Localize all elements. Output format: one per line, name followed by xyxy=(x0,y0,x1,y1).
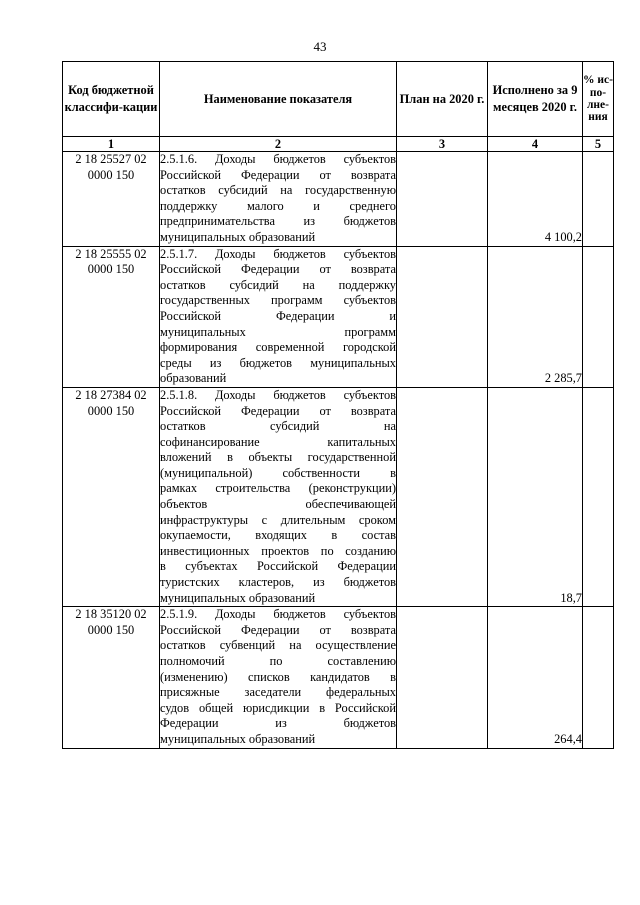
indicator-name-line: формирования современной городской xyxy=(160,340,396,355)
indicator-name-line: окупаемости, входящих в состав xyxy=(160,528,396,543)
percent-cell xyxy=(583,246,614,387)
indicator-name-line: муниципальных программ xyxy=(160,324,396,339)
indicator-name-line: 2.5.1.6. Доходы бюджетов субъектов xyxy=(160,152,396,166)
indicator-name-line: поддержку малого и среднего xyxy=(160,198,396,213)
indicator-name-line: 2.5.1.9. Доходы бюджетов субъектов xyxy=(160,607,396,622)
indicator-name-line: Российской Федерации от возврата xyxy=(160,262,396,277)
indicator-name-line: судов общей юрисдикции в Российской xyxy=(160,700,396,715)
indicator-name-line: инфраструктуры с длительным сроком xyxy=(160,512,396,527)
indicator-name-line: 2.5.1.7. Доходы бюджетов субъектов xyxy=(160,246,396,261)
executed-amount-cell: 2 285,7 xyxy=(488,246,583,387)
indicator-name-cell xyxy=(160,152,397,247)
indicator-name-line: государственных программ субъектов xyxy=(160,293,396,308)
percent-cell xyxy=(583,607,614,748)
budget-code-cell: 2 18 35120 02 0000 150 xyxy=(63,607,160,748)
column-number: 1 xyxy=(63,137,160,152)
indicator-name-line: (муниципальной) собственности в xyxy=(160,465,396,480)
indicator-name-line: софинансирование капитальных xyxy=(160,434,396,449)
table-row xyxy=(63,387,614,606)
indicator-name-line: предпринимательства из бюджетов xyxy=(160,214,396,229)
percent-cell xyxy=(583,387,614,606)
indicator-name-line: среды из бюджетов муниципальных xyxy=(160,355,396,370)
plan-cell xyxy=(397,607,488,748)
indicator-name-cell xyxy=(160,387,397,606)
indicator-name-line: полномочий по составлению xyxy=(160,654,396,668)
indicator-name-line: муниципальных образований xyxy=(160,590,316,605)
indicator-name-cell xyxy=(160,246,397,387)
indicator-name-cell xyxy=(160,607,397,748)
indicator-name-line: образований xyxy=(160,371,227,386)
column-number-row xyxy=(63,137,614,152)
column-number: 2 xyxy=(160,137,397,152)
indicator-name-line: (изменению) списков кандидатов в xyxy=(160,669,396,684)
indicator-name-line: 2.5.1.8. Доходы бюджетов субъектов xyxy=(160,387,396,402)
indicator-name-line: Российской Федерации и xyxy=(160,308,396,323)
indicator-name-line: инвестиционных проектов по созданию xyxy=(160,543,396,558)
table-row xyxy=(63,152,614,247)
header-executed: Исполнено за 9 месяцев 2020 г. xyxy=(488,62,583,137)
budget-code-cell: 2 18 27384 02 0000 150 xyxy=(63,387,160,606)
column-number: 3 xyxy=(397,137,488,152)
indicator-name-line: Российской Федерации от возврата xyxy=(160,167,396,182)
plan-cell xyxy=(397,152,488,247)
indicator-name-line: муниципальных образований xyxy=(160,229,316,244)
page-number: 43 xyxy=(313,39,327,54)
table-row xyxy=(63,607,614,748)
header-name: Наименование показателя xyxy=(160,62,397,137)
plan-cell xyxy=(397,387,488,606)
indicator-name-line: вложений в объекты государственной xyxy=(160,450,396,465)
indicator-name-line: Российской Федерации от возврата xyxy=(160,622,396,637)
table-body xyxy=(63,152,614,749)
indicator-name-line: рамках строительства (реконструкции) xyxy=(160,481,396,496)
budget-table xyxy=(62,61,614,749)
header-row xyxy=(63,62,614,137)
indicator-name-line: Российской Федерации от возврата xyxy=(160,403,396,418)
budget-code-cell: 2 18 25555 02 0000 150 xyxy=(63,246,160,387)
indicator-name-line: муниципальных образований xyxy=(160,731,316,746)
header-percent: % ис-по-лне-ния xyxy=(583,62,614,137)
executed-amount-cell: 18,7 xyxy=(488,387,583,606)
indicator-name-line: остатков субсидий на xyxy=(160,419,396,434)
header-plan: План на 2020 г. xyxy=(397,62,488,137)
indicator-name-line: остатков субсидий на поддержку xyxy=(160,277,396,292)
indicator-name-line: объектов обеспечивающей xyxy=(160,497,396,512)
column-number: 5 xyxy=(583,137,614,152)
percent-cell xyxy=(583,152,614,247)
indicator-name-line: остатков субсидий на государственную xyxy=(160,183,396,198)
indicator-name-line: туристских кластеров, из бюджетов xyxy=(160,575,396,590)
indicator-name-line: Федерации из бюджетов xyxy=(160,716,396,731)
indicator-name-line: остатков субвенций на осуществление xyxy=(160,638,396,653)
plan-cell xyxy=(397,246,488,387)
indicator-name-line: в субъектах Российской Федерации xyxy=(160,559,396,574)
budget-code-cell: 2 18 25527 02 0000 150 xyxy=(63,152,160,247)
header-code: Код бюджетной классифи-кации xyxy=(63,62,160,137)
table-row xyxy=(63,246,614,387)
indicator-name-line: присяжные заседатели федеральных xyxy=(160,685,396,700)
executed-amount-cell: 264,4 xyxy=(488,607,583,748)
executed-amount-cell: 4 100,2 xyxy=(488,152,583,247)
column-number: 4 xyxy=(488,137,583,152)
